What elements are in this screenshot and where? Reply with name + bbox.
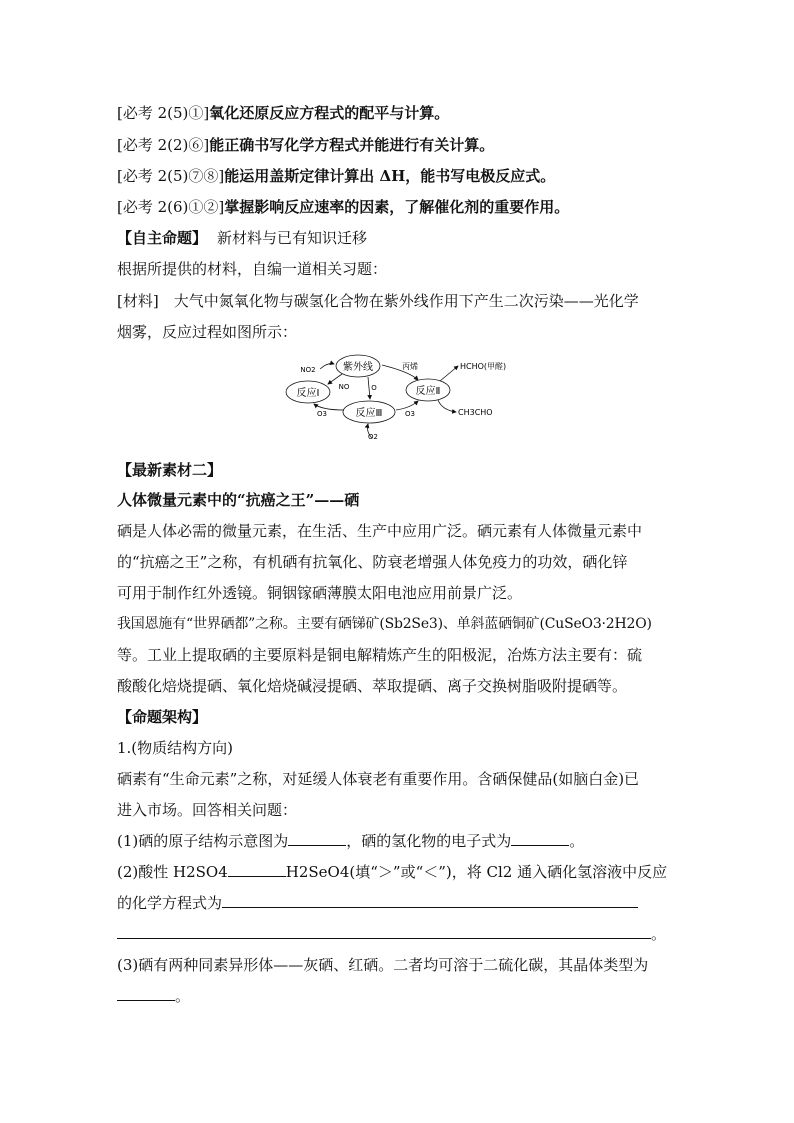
ch3cho-label: CH3CHO [458, 408, 493, 417]
framework-heading: 【命题架构】 [117, 708, 208, 726]
question-1-part-3-line2 [117, 985, 190, 1007]
newest-p2-line1: 我国恩施有“世界硒都”之称。主要有硒锑矿(Sb2Se3)、单斜蓝硒铜矿(CuSeO3·2H2O) [117, 616, 652, 632]
requirement-3 [117, 165, 555, 187]
q1-2-text-a: (2)酸性 H2SO4 [117, 863, 228, 881]
newest-p1-line3: 可用于制作红外透镜。铜铟镓硒薄膜太阳电池应用前景广泛。 [117, 584, 523, 602]
newest-p1-line2: 的“抗癌之王”之称，有机硒有抗氧化、防衰老增强人体免疫力的功效，硒化锌 [117, 553, 628, 571]
q1-2-blank-3[interactable] [117, 923, 651, 939]
reaction-2-label: 反应Ⅱ [415, 386, 441, 397]
reaction-3-label: 反应Ⅲ [355, 408, 383, 419]
no2-label: NO2 [300, 366, 316, 374]
photochemical-smog-diagram [270, 352, 510, 448]
q1-3-blank[interactable] [117, 985, 175, 1001]
self-topic-subheading: 新材料与已有知识迁移 [217, 229, 368, 247]
requirement-3-prefix: [必考 2(5)⑦⑧] [117, 167, 225, 185]
question-1-intro-line2: 进入市场。回答相关问题： [117, 801, 298, 819]
q1-1-end: 。 [569, 832, 585, 850]
q1-1-blank-2[interactable] [511, 830, 569, 846]
q1-1-text-b: ，硒的氢化物的电子式为 [346, 832, 512, 850]
requirement-2-prefix: [必考 2(2)⑥] [117, 136, 210, 154]
q1-3-end: 。 [175, 987, 191, 1005]
o2-label: O2 [368, 433, 378, 441]
requirement-4-prefix: [必考 2(6)①②] [117, 198, 225, 216]
newest-title: 人体微量元素中的“抗癌之王”——硒 [117, 491, 360, 509]
newest-heading: 【最新素材二】 [117, 461, 223, 479]
question-1-part-2-line3 [117, 923, 666, 945]
material-line-1: [材料] 大气中氮氧化物与碳氢化合物在紫外线作用下产生二次污染——光化学 [117, 292, 639, 310]
requirement-1 [117, 102, 449, 124]
uv-label: 紫外线 [343, 362, 373, 373]
question-1-part-1 [117, 830, 584, 852]
requirement-2 [117, 134, 494, 156]
newest-p1-line1: 硒是人体必需的微量元素，在生活、生产中应用广泛。硒元素有人体微量元素中 [117, 522, 643, 540]
q1-2-blank-2[interactable] [222, 892, 638, 908]
o-label: O [371, 384, 377, 392]
question-1-intro-line1: 硒素有“生命元素”之称，对延缓人体衰老有重要作用。含硒保健品(如脑白金)已 [117, 770, 640, 788]
requirement-3-text: 能运用盖斯定律计算出 ΔH，能书写电极反应式。 [224, 167, 556, 185]
question-1-part-2-line2 [117, 892, 638, 914]
self-topic-instruction: 根据所提供的材料，自编一道相关习题： [117, 260, 388, 278]
requirement-4-text: 掌握影响反应速率的因素，了解催化剂的重要作用。 [224, 198, 570, 216]
self-topic-heading-line [117, 227, 367, 249]
requirement-1-text: 氧化还原反应方程式的配平与计算。 [209, 104, 450, 122]
o3-right-label: O3 [405, 410, 415, 418]
hcho-label: HCHO(甲醛) [460, 362, 507, 371]
requirement-2-text: 能正确书写化学方程式并能进行有关计算。 [209, 136, 495, 154]
self-topic-heading: 【自主命题】 [117, 229, 208, 247]
requirement-4 [117, 196, 569, 218]
reaction-1-label: 反应Ⅰ [296, 388, 320, 399]
no-label: NO [338, 383, 350, 391]
material-line-2: 烟雾，反应过程如图所示： [117, 323, 298, 341]
arrow-no2-to-uv [320, 364, 334, 369]
arrow-r3-to-r2 [396, 401, 418, 410]
q1-2-end: 。 [651, 925, 667, 943]
q1-2-line2-text: 的化学方程式为 [117, 894, 223, 912]
q1-1-blank-1[interactable] [288, 830, 346, 846]
q1-1-text-a: (1)硒的原子结构示意图为 [117, 832, 289, 850]
question-1-title: 1.(物质结构方向) [117, 739, 234, 757]
newest-p2-line2: 等。工业上提取硒的主要原料是铜电解精炼产生的阳极泥，冶炼方法主要有：硫 [117, 646, 643, 664]
o3-left-label: O3 [317, 410, 327, 418]
q1-2-text-b: H2SeO4(填“＞”或“＜”)，将 Cl2 通入硒化氢溶液中反应 [285, 863, 668, 881]
question-1-part-2 [117, 861, 667, 883]
arrow-uv-to-r3 [368, 377, 370, 399]
propene-label: 丙烯 [402, 362, 418, 371]
question-1-part-3: (3)硒有两种同素异形体——灰硒、红硒。二者均可溶于二硫化碳，其晶体类型为 [117, 956, 649, 974]
q1-2-blank-1[interactable] [228, 861, 286, 877]
requirement-1-prefix: [必考 2(5)①] [117, 104, 210, 122]
arrow-r2-to-ch3cho [438, 400, 456, 412]
newest-p2-line3: 酸酸化焙烧提硒、氧化焙烧碱浸提硒、萃取提硒、离子交换树脂吸附提硒等。 [117, 677, 628, 695]
arrow-r2-to-hcho [440, 366, 458, 381]
